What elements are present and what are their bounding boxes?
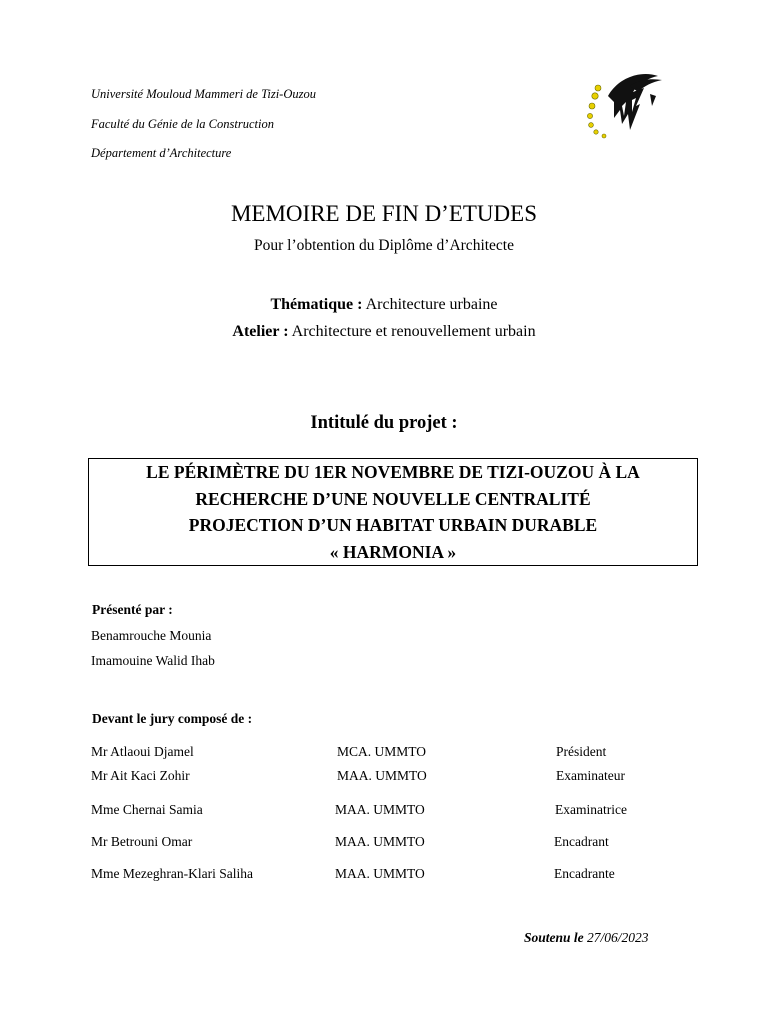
jury-member-grade: MAA. UMMTO — [335, 834, 425, 849]
jury-member-name: Mme Chernai Samia — [91, 802, 203, 817]
thematique-label: Thématique : — [270, 296, 363, 313]
page-title: MEMOIRE DE FIN D’ETUDES — [230, 201, 537, 226]
defense-date: 27/06/2023 — [587, 930, 649, 945]
thematique-line — [0, 296, 768, 314]
jury-member-name: Mr Atlaoui Djamel — [91, 744, 194, 759]
jury-member-grade: MCA. UMMTO — [337, 744, 427, 759]
defense-date-line — [524, 930, 649, 946]
project-heading: Intitulé du projet : — [310, 413, 458, 433]
atelier-line — [0, 323, 768, 341]
faculty-name: Faculté du Génie de la Construction — [91, 117, 274, 131]
jury-member-name: Mr Ait Kaci Zohir — [91, 768, 190, 783]
jury-member-grade: MAA. UMMTO — [335, 866, 425, 881]
author-name: Imamouine Walid Ihab — [91, 653, 215, 668]
atelier-label: Atelier : — [232, 323, 289, 340]
jury-member-name: Mme Mezeghran-Klari Saliha — [91, 866, 253, 881]
project-title-box — [88, 458, 698, 566]
page-subtitle: Pour l’obtention du Diplôme d’Architecte — [254, 237, 514, 254]
university-emblem-icon — [578, 66, 670, 142]
jury-row — [0, 802, 768, 820]
jury-member-role: Examinatrice — [555, 802, 627, 817]
atelier-value: Architecture et renouvellement urbain — [291, 323, 536, 340]
project-title-line: RECHERCHE D’UNE NOUVELLE CENTRALITÉ — [195, 488, 591, 509]
department-name: Département d’Architecture — [91, 146, 232, 160]
jury-row — [0, 866, 768, 884]
thematique-value: Architecture urbaine — [365, 296, 498, 313]
jury-label: Devant le jury composé de : — [92, 711, 253, 726]
jury-member-grade: MAA. UMMTO — [335, 802, 425, 817]
jury-member-role: Encadrant — [554, 834, 609, 849]
defense-label: Soutenu le — [524, 930, 584, 945]
jury-member-role: Président — [556, 744, 607, 759]
jury-row — [0, 834, 768, 852]
project-title-line: LE PÉRIMÈTRE DU 1ER NOVEMBRE DE TIZI-OUZOU À LA — [146, 462, 640, 482]
university-name: Université Mouloud Mammeri de Tizi-Ouzou — [91, 87, 316, 101]
jury-row — [0, 744, 768, 762]
project-title-line: PROJECTION D’UN HABITAT URBAIN DURABLE — [188, 515, 598, 535]
jury-row — [0, 768, 768, 786]
project-title-line: « HARMONIA » — [329, 541, 457, 562]
jury-member-role: Encadrante — [554, 866, 615, 881]
author-name: Benamrouche Mounia — [91, 628, 212, 643]
presented-by-label: Présenté par : — [92, 602, 173, 617]
jury-member-role: Examinateur — [556, 768, 625, 783]
jury-member-name: Mr Betrouni Omar — [91, 834, 193, 849]
jury-member-grade: MAA. UMMTO — [337, 768, 427, 783]
